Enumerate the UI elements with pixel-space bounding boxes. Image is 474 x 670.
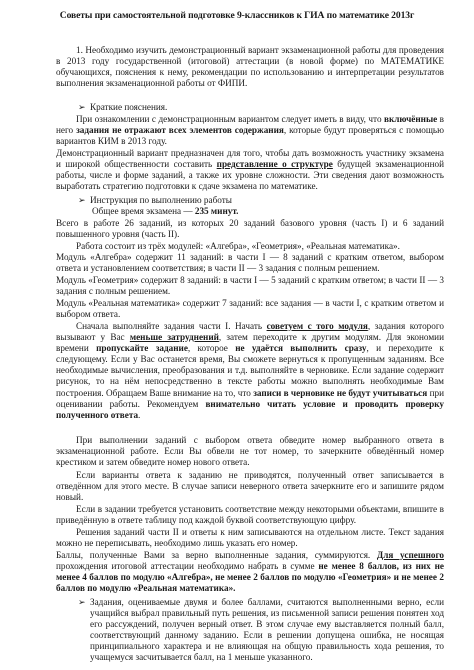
- document-title: Советы при самостоятельной подготовке 9-классников к ГИА по математике 2013г: [59, 10, 415, 21]
- paragraph-choice-answers: При выполнении заданий с выбором ответа обведите номер выбранного ответа в экзаменационной работе. Если Вы обвели не тот номер, то зачеркните обведённый номер крестиком и затем обведите номер нового ответа.: [56, 435, 444, 468]
- bullet-grading: [78, 597, 444, 664]
- paragraph-demo-notes: При ознакомлении с демонстрационным вариантом следует иметь в виду, что включённые в него задания не отражают всех элементов содержания, которые будут проверяться с помощью вариантов КИМ в 2013 году.: [56, 114, 444, 147]
- bullet-short-notes-label: Краткие пояснения.: [90, 102, 168, 112]
- arrow-bullet-icon: ➢: [78, 102, 86, 112]
- paragraph-task-count: Всего в работе 26 заданий, из которых 20 заданий базового уровня (часть I) и 6 заданий повышенного уровня (часть II).: [56, 218, 444, 240]
- paragraph-module-real-math: Модуль «Реальная математика» содержит 7 заданий: все задания — в части I, с кратким ответом и выбором ответа.: [56, 298, 444, 320]
- paragraph-matching: Если в задании требуется установить соответствие между некоторыми объектами, впишите в приведённую в ответе таблицу под каждой буквой соответствующую цифру.: [56, 504, 444, 526]
- arrow-bullet-icon: ➢: [78, 597, 86, 607]
- bullet-grading-text: Задания, оцениваемые двумя и более баллами, считаются выполненными верно, если учащийся выбрал правильный путь решения, из письменной записи решения понятен ход его рассуждений, получен верный ответ. В этом случае ему выставляется полный балл, соответствующий данному заданию. Если в решении допущена ошибка, не носящая принципиального характера и не влияющая на общую правильность хода решения, то учащемуся засчитывается балл, на 1 меньше указанного.: [90, 597, 444, 663]
- paragraph-scoring: Баллы, полученные Вами за верно выполненные задания, суммируются. Для успешного прохождения итоговой аттестации необходимо набрать в сумме не менее 8 баллов, из них не менее 4 баллов по модулю «Алгебра», не менее 2 баллов по модулю «Геометрия» и не менее 2 баллов по модулю «Реальная математика».: [56, 550, 444, 594]
- paragraph-order-advice: Сначала выполняйте задания части I. Начать советуем с того модуля, задания которого вызывают у Вас меньше затруднений, затем переходите к другим модулям. Для экономии времени пропускайте задание, которое не удаётся выполнить сразу, и переходите к следующему. Если у Вас останется время, Вы сможете вернуться к пропущенным заданиям. Все необходимые вычисления, преобразования и т.д. выполняйте в черновике. Если задание содержит рисунок, то на нём непосредственно в тексте работы можно выполнять необходимые Вам построения. Обращаем Ваше внимание на то, что записи в черновике не будут учитываться при оценивании работы. Рекомендуем внимательно читать условие и проводить проверку полученного ответа.: [56, 321, 444, 420]
- arrow-bullet-icon: ➢: [78, 195, 86, 205]
- bullet-instructions-label: Инструкция по выполнению работы: [90, 195, 232, 205]
- paragraph-demo-purpose: Демонстрационный вариант предназначен для того, чтобы дать возможность участнику экзамена и широкой общественности составить представление о структуре будущей экзаменационной работы, числе и форме заданий, а также их уровне сложности. Эти сведения дают возможность выработать стратегию подготовки к сдаче экзамена по математике.: [56, 148, 444, 192]
- paragraph-exam-time: Общее время экзамена — 235 минут.: [92, 206, 239, 216]
- paragraph-modules: Работа состоит из трёх модулей: «Алгебра», «Геометрия», «Реальная математика».: [76, 241, 400, 251]
- bullet-short-notes: [78, 102, 444, 113]
- bullet-instructions: [78, 195, 444, 206]
- paragraph-free-answers: Если варианты ответа к заданию не приводятся, полученный ответ записывается в отведённом для этого месте. В случае записи неверного ответа зачеркните его и запишите рядом новый.: [56, 470, 444, 503]
- paragraph-module-algebra: Модуль «Алгебра» содержит 11 заданий: в части I — 8 заданий с кратким ответом, выбором ответа и установлением соответствия; в части II — 3 задания с полным решением.: [56, 252, 444, 274]
- paragraph-part-two: Решения заданий части II и ответы к ним записываются на отдельном листе. Текст задания можно не переписывать, необходимо лишь указать его номер.: [56, 527, 444, 549]
- paragraph-study-demo: 1. Необходимо изучить демонстрационный вариант экзаменационной работы для проведения в 2013 году государственной (итоговой) аттестации (в новой форме) по МАТЕМАТИКЕ обучающихся, пояснения к нему, рекомендации по использованию и интерпретации результатов выполнения экзаменационной работы от ФИПИ.: [56, 45, 444, 89]
- paragraph-module-geometry: Модуль «Геометрия» содержит 8 заданий: в части I — 5 заданий с кратким ответом; в части II — 3 задания с полным решением.: [56, 275, 444, 297]
